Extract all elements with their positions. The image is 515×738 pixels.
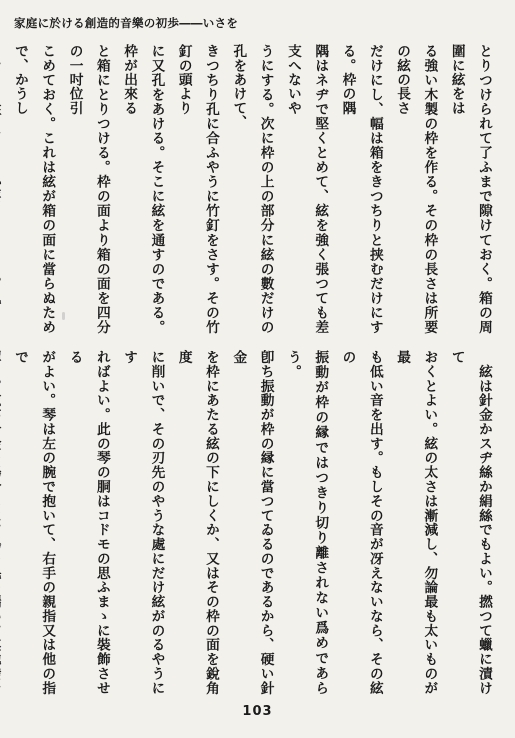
text-column: ればよい。此の琴の胴はコドモの思ふまゝに裝飾させる [66, 350, 110, 695]
text-column: 隅はネヂで堅くとめて、絃を強く張つても差支へないや [284, 44, 329, 334]
running-header-title: 家庭に於ける創造的音樂の初歩――いさを [14, 16, 239, 30]
text-column: きつちり孔に合ふやうに竹釘をさす。その竹釘の頭より [175, 44, 220, 334]
text-column: こめておく。これは絃が箱の面に當らぬためで、かうし [11, 44, 56, 334]
text-column: る強い木製の枠を作る。その枠の長さは所要の絃の長さ [394, 44, 438, 334]
text-column: 卽ち振動が枠の縁に當つてゐるのであるから、硬い針金 [230, 350, 274, 695]
text-column: だけにし、幅は箱をきつちりと挟むだけにする。枠の隅 [339, 44, 383, 334]
text-column: と箱にとりつける。枠の面より箱の面を四分の一吋位引 [66, 44, 110, 334]
text-column: 振動が枠の縁ではつきり切り離されない爲めであらう。 [284, 350, 329, 695]
text-column: とりつけられて了ふまで隙けておく。箱の周圍に絃をは [448, 44, 492, 334]
text-column: も低い音を出す。もしその音が冴えないなら、その絃の [339, 350, 383, 695]
upper-text-block [11, 44, 497, 334]
scan-mark [62, 312, 65, 320]
text-column [0, 44, 6, 334]
page-number: 103 [242, 704, 273, 719]
text-column: に又孔をあける。そこに絃を通すのである。枠が出來る [121, 44, 165, 334]
text-column: 絃は針金かスヂ絲か絹絲でもよい。撚つて蠟に漬けて [448, 350, 492, 695]
text-column: に削いで、その刃先のやうな處にだけ絃がのるやうにす [121, 350, 165, 695]
text-column: うにする。次に枠の上の部分に絃の數だけの孔をあけて、 [230, 44, 274, 334]
text-column: がよい。琴は左の腕で抱いて、右手の親指又は他の指で [11, 350, 56, 695]
text-column: おくとよい。絃の太さは漸減し、勿論最も太いものが最 [394, 350, 438, 695]
lower-text-block [12, 350, 497, 695]
text-column [0, 350, 6, 695]
text-column: を枠にあたる絃の下にしくか、又はその枠の面を銳角度 [175, 350, 220, 695]
